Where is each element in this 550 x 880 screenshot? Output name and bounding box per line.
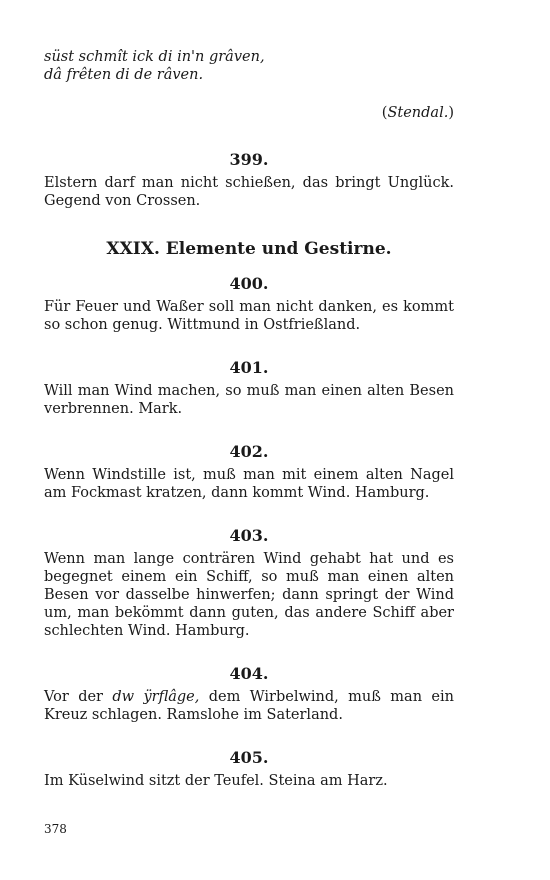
entry-text-399: Elstern darf man nicht schießen, das bringt Unglück. Gegend von Crossen. xyxy=(44,175,454,209)
entry-text-402: Wenn Windstille ist, muß man mit einem alten Nagel am Fockmast kratzen, dann kommt Wind. Hamburg. xyxy=(44,467,454,501)
entry-number-405: 405. xyxy=(229,748,269,767)
page-body xyxy=(44,48,454,790)
poem-line-2: dâ frêten di de râven. xyxy=(44,67,204,83)
entry-text-403: Wenn man lange conträren Wind gehabt hat und es begegnet einem ein Schiff, so muß man einen alten Besen vor dasselbe hinwerfen; dann springt der Wind um, man bekömmt dann guten, das andere Schiff aber schlechten Wind. Hamburg. xyxy=(44,551,454,639)
poem-line-1: süst schmît ick di in'n grâven, xyxy=(44,49,265,65)
page-number: 378 xyxy=(44,822,67,836)
entry-text-404 xyxy=(44,688,454,724)
source-open-paren: ( xyxy=(381,105,388,121)
entry-number-399: 399. xyxy=(229,150,269,169)
entry-text-404-before: Vor der xyxy=(44,689,113,705)
entry-text-405: Im Küselwind sitzt der Teufel. Steina am Harz. xyxy=(44,773,388,789)
source-attribution xyxy=(44,104,454,122)
entry-number-401: 401. xyxy=(229,358,269,377)
entry-text-401: Will man Wind machen, so muß man einen alten Besen verbrennen. Mark. xyxy=(44,383,454,417)
section-heading: XXIX. Elemente und Gestirne. xyxy=(106,239,392,259)
entry-number-402: 402. xyxy=(229,442,269,461)
entry-number-400: 400. xyxy=(229,274,269,293)
entry-number-404: 404. xyxy=(229,664,269,683)
entry-text-404-after: dem Wirbelwind, muß man ein Kreuz schlagen. Ramslohe im Saterland. xyxy=(44,689,454,723)
source-close-paren: ) xyxy=(448,105,454,121)
entry-number-403: 403. xyxy=(229,526,269,545)
source-name: Stendal. xyxy=(387,105,449,121)
entry-404-term: dw ÿrflâge, xyxy=(112,689,200,705)
entry-text-400: Für Feuer und Waßer soll man nicht danken, es kommt so schon genug. Wittmund in Ostfrießland. xyxy=(44,299,454,333)
